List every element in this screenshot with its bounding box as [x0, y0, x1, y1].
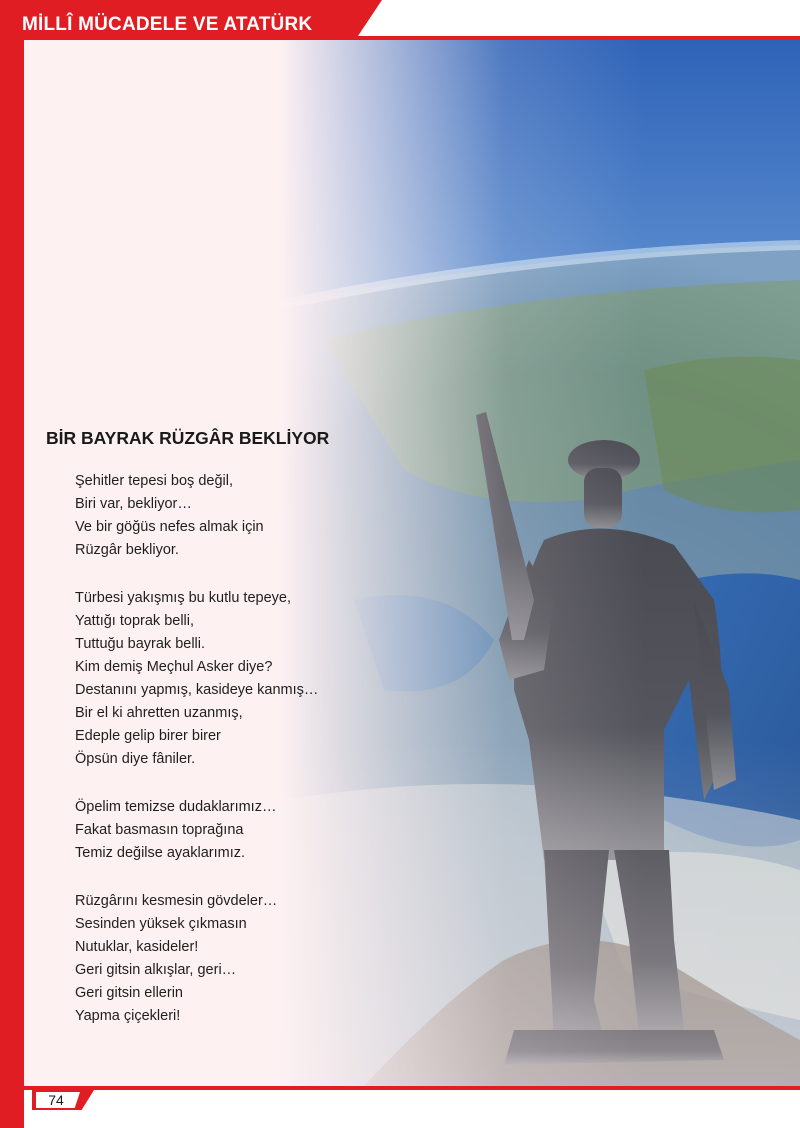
- chapter-title: MİLLÎ MÜCADELE VE ATATÜRK: [22, 14, 313, 35]
- stanza-gap: [75, 562, 318, 587]
- footer-rule: [24, 1086, 800, 1090]
- poem-line: Rüzgârını kesmesin gövdeler…: [75, 893, 278, 909]
- poem-line: Yapma çiçekleri!: [75, 1008, 181, 1024]
- poem-line: Geri gitsin alkışlar, geri…: [75, 962, 237, 978]
- poem-line: Geri gitsin ellerin: [75, 985, 183, 1001]
- poem-line: Öpelim temizse dudaklarımız…: [75, 799, 277, 815]
- poem-line: Destanını yapmış, kasideye kanmış…: [75, 682, 319, 698]
- poem-line: Nutuklar, kasideler!: [75, 939, 199, 955]
- poem-line: Öpsün diye fâniler.: [75, 751, 196, 767]
- poem-line: Ve bir göğüs nefes almak için: [75, 519, 264, 535]
- poem-line: Kim demiş Meçhul Asker diye?: [75, 659, 273, 675]
- poem-line: Fakat basmasın toprağına: [75, 822, 244, 838]
- poem-line: Edeple gelip birer birer: [75, 728, 221, 744]
- poem-line: Yattığı toprak belli,: [75, 613, 195, 629]
- poem-line: Tuttuğu bayrak belli.: [75, 636, 206, 652]
- page-number: 74: [48, 1092, 64, 1108]
- poem-body: [75, 470, 318, 1028]
- poem-line: Sesinden yüksek çıkmasın: [75, 916, 247, 932]
- header-rule: [352, 36, 800, 40]
- poem-title: BİR BAYRAK RÜZGÂR BEKLİYOR: [46, 428, 330, 448]
- poem-line: Bir el ki ahretten uzanmış,: [75, 705, 243, 721]
- poem-line: Temiz değilse ayaklarımız.: [75, 845, 246, 861]
- poem-line: Rüzgâr bekliyor.: [75, 542, 179, 558]
- poem-line: Şehitler tepesi boş değil,: [75, 473, 233, 489]
- stanza-gap: [75, 865, 318, 890]
- poem-line: Biri var, bekliyor…: [75, 496, 192, 512]
- poem-line: Türbesi yakışmış bu kutlu tepeye,: [75, 590, 291, 606]
- left-red-border: [0, 0, 24, 1128]
- stanza-gap: [75, 771, 318, 796]
